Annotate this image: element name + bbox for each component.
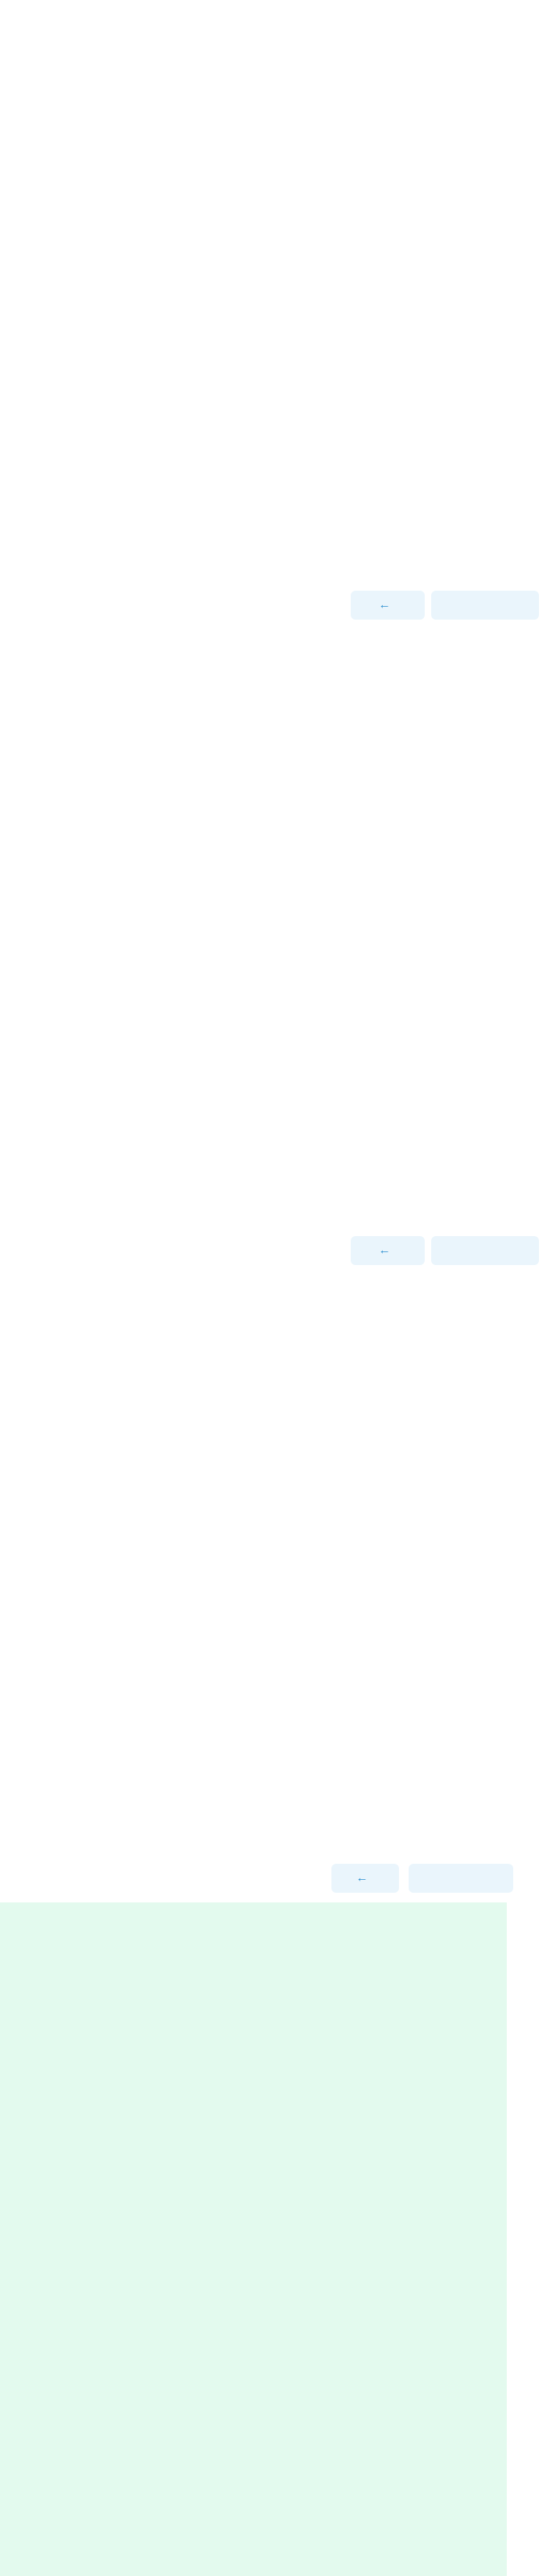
prev-exercise-button[interactable] bbox=[351, 591, 425, 620]
all-exercises-button-2[interactable] bbox=[431, 1236, 539, 1265]
exercise-header-2 bbox=[0, 1228, 547, 1275]
screen-2 bbox=[0, 583, 547, 1228]
screen-3 bbox=[0, 1228, 547, 1856]
all-exercises-button-3[interactable] bbox=[409, 1864, 513, 1893]
highlight-panel bbox=[0, 1902, 507, 2576]
screen-1 bbox=[0, 19, 547, 583]
exercise-header bbox=[0, 583, 547, 629]
all-exercises-button[interactable] bbox=[431, 591, 539, 620]
arrow-left-icon: ← bbox=[378, 598, 391, 612]
top-bar bbox=[0, 0, 547, 19]
prev-exercise-button-3[interactable] bbox=[331, 1864, 399, 1893]
prev-exercise-button-2[interactable] bbox=[351, 1236, 425, 1265]
screen-4 bbox=[0, 1856, 547, 2576]
arrow-left-icon: ← bbox=[378, 1243, 391, 1257]
arrow-left-icon: ← bbox=[356, 1871, 368, 1885]
exercise-header-3 bbox=[0, 1856, 547, 1902]
